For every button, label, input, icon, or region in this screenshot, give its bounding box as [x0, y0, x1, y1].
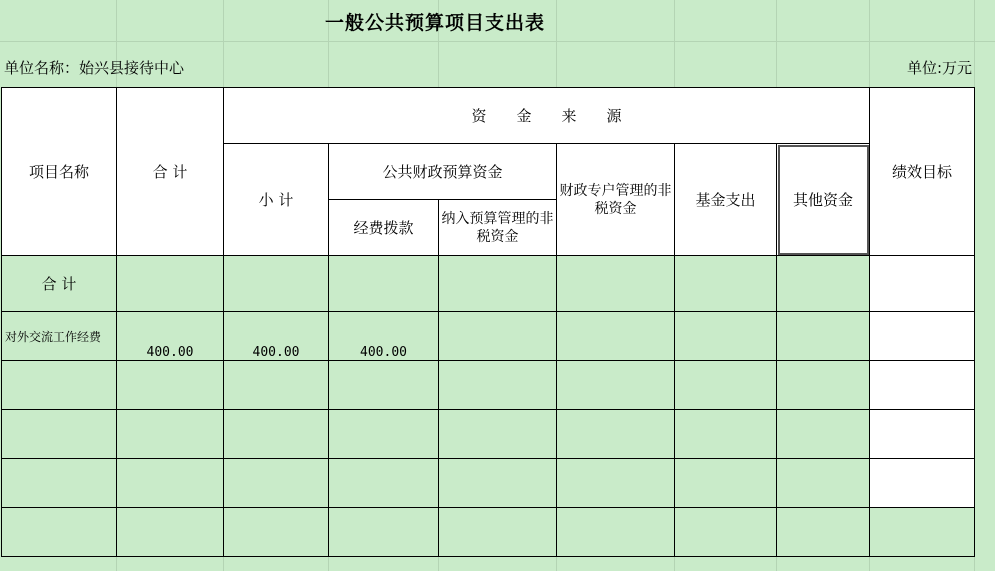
header-fiscal-special-non-tax[interactable]: 财政专户管理的非税资金	[557, 144, 675, 256]
cell-total[interactable]	[117, 361, 224, 410]
cell-allocation[interactable]	[329, 459, 439, 508]
header-other-funds[interactable]: 其他资金	[777, 144, 870, 256]
cell-other[interactable]	[777, 361, 870, 410]
cell-project[interactable]	[2, 410, 117, 459]
cell-goal[interactable]	[870, 410, 975, 459]
cell-fund[interactable]	[675, 508, 777, 557]
cell-project[interactable]: 合 计	[2, 256, 117, 312]
cell-total[interactable]: 400.00	[117, 312, 224, 361]
header-public-budget[interactable]: 公共财政预算资金	[329, 144, 557, 200]
cell-other[interactable]	[777, 312, 870, 361]
table-row	[2, 459, 975, 508]
table-row	[2, 410, 975, 459]
cell-goal[interactable]	[870, 312, 975, 361]
cell-fund[interactable]	[675, 410, 777, 459]
table-row	[2, 256, 975, 312]
header-non-tax-in-budget[interactable]: 纳入预算管理的非税资金	[439, 200, 557, 256]
header-performance-goal[interactable]: 绩效目标	[870, 88, 975, 256]
cell-goal[interactable]	[870, 508, 975, 557]
cell-total[interactable]	[117, 459, 224, 508]
unit-label-cell[interactable]: 单位:万元	[906, 59, 972, 77]
expenditure-table	[1, 87, 975, 557]
cell-goal[interactable]	[870, 459, 975, 508]
cell-project[interactable]	[2, 459, 117, 508]
cell-special[interactable]	[557, 256, 675, 312]
cell-project[interactable]: 对外交流工作经费	[2, 312, 117, 361]
cell-subtotal[interactable]	[224, 459, 329, 508]
cell-fund[interactable]	[675, 361, 777, 410]
cell-total[interactable]	[117, 256, 224, 312]
cell-project[interactable]	[2, 361, 117, 410]
table-row	[2, 508, 975, 557]
cell-allocation[interactable]	[329, 256, 439, 312]
cell-allocation[interactable]	[329, 410, 439, 459]
cell-allocation[interactable]: 400.00	[329, 312, 439, 361]
table-row	[2, 312, 975, 361]
cell-non-tax[interactable]	[439, 256, 557, 312]
cell-subtotal[interactable]	[224, 508, 329, 557]
cell-subtotal[interactable]	[224, 410, 329, 459]
cell-subtotal[interactable]	[224, 256, 329, 312]
cell-fund[interactable]	[675, 312, 777, 361]
cell-other[interactable]	[777, 410, 870, 459]
table-row	[2, 361, 975, 410]
header-subtotal[interactable]: 小 计	[224, 144, 329, 256]
gridline	[0, 41, 995, 42]
cell-non-tax[interactable]	[439, 361, 557, 410]
cell-special[interactable]	[557, 459, 675, 508]
header-total[interactable]: 合 计	[117, 88, 224, 256]
cell-subtotal[interactable]: 400.00	[224, 312, 329, 361]
header-funding-allocation[interactable]: 经费拨款	[329, 200, 439, 256]
cell-special[interactable]	[557, 361, 675, 410]
cell-special[interactable]	[557, 312, 675, 361]
cell-non-tax[interactable]	[439, 459, 557, 508]
cell-allocation[interactable]	[329, 361, 439, 410]
header-fund-expenditure[interactable]: 基金支出	[675, 144, 777, 256]
cell-allocation[interactable]	[329, 508, 439, 557]
cell-non-tax[interactable]	[439, 508, 557, 557]
header-project-name[interactable]: 项目名称	[2, 88, 117, 256]
cell-non-tax[interactable]	[439, 410, 557, 459]
cell-special[interactable]	[557, 508, 675, 557]
cell-total[interactable]	[117, 410, 224, 459]
header-fund-source[interactable]: 资 金 来 源	[224, 88, 870, 144]
cell-non-tax[interactable]	[439, 312, 557, 361]
cell-project[interactable]	[2, 508, 117, 557]
cell-other[interactable]	[777, 508, 870, 557]
cell-other[interactable]	[777, 256, 870, 312]
cell-special[interactable]	[557, 410, 675, 459]
unit-name-cell[interactable]: 单位名称：始兴县接待中心	[4, 59, 185, 77]
cell-fund[interactable]	[675, 459, 777, 508]
cell-other[interactable]	[777, 459, 870, 508]
cell-fund[interactable]	[675, 256, 777, 312]
cell-subtotal[interactable]	[224, 361, 329, 410]
sheet-title: 一般公共预算项目支出表	[324, 12, 545, 34]
cell-goal[interactable]	[870, 256, 975, 312]
cell-goal[interactable]	[870, 361, 975, 410]
cell-total[interactable]	[117, 508, 224, 557]
